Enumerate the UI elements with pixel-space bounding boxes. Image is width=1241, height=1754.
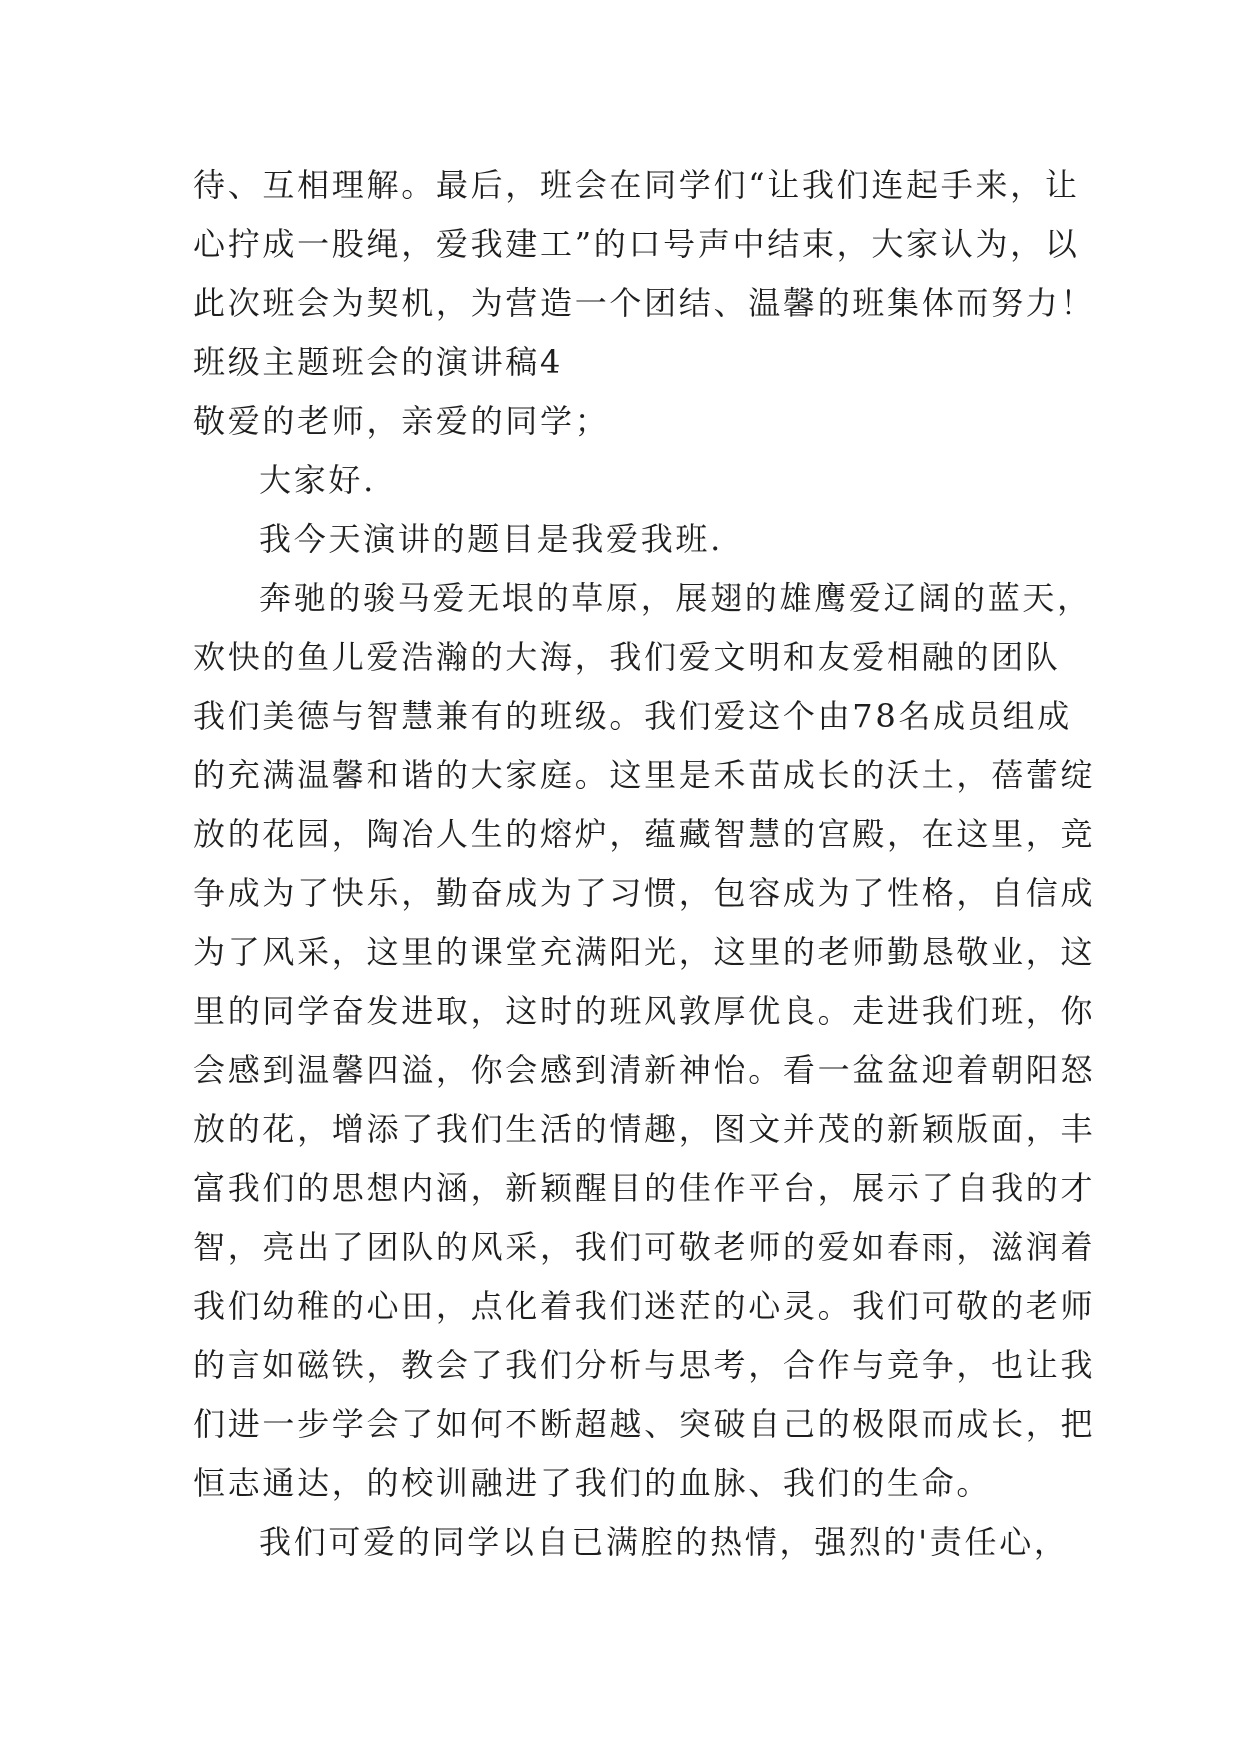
body-text-line: 里的同学奋发进取，这时的班风敦厚优良。走进我们班，你 — [193, 992, 1096, 1030]
body-text-line: 欢快的鱼儿爱浩瀚的大海，我们爱文明和友爱相融的团队 — [193, 638, 1061, 676]
body-text-line: 会感到温馨四溢，你会感到清新神怡。看一盆盆迎着朝阳怒 — [193, 1051, 1096, 1089]
body-text-line: 待、互相理解。最后，班会在同学们“让我们连起手来，让 — [193, 166, 1080, 204]
body-text-line: 放的花，增添了我们生活的情趣，图文并茂的新颖版面，丰 — [193, 1110, 1096, 1148]
body-text-line: 我们美德与智慧兼有的班级。我们爱这个由78名成员组成 — [193, 697, 1072, 735]
body-text-line: 智，亮出了团队的风采，我们可敬老师的爱如春雨，滋润着 — [193, 1228, 1096, 1266]
body-text-line: 的充满温馨和谐的大家庭。这里是禾苗成长的沃土，蓓蕾绽 — [193, 756, 1096, 794]
body-text-line: 此次班会为契机，为营造一个团结、温馨的班集体而努力！ — [193, 284, 1096, 322]
speech-topic: 我今天演讲的题目是我爱我班. — [259, 520, 723, 558]
section-title: 班级主题班会的演讲稿4 — [193, 343, 564, 381]
body-text-line: 我们幼稚的心田，点化着我们迷茫的心灵。我们可敬的老师 — [193, 1287, 1096, 1325]
salutation: 敬爱的老师，亲爱的同学； — [193, 402, 610, 440]
body-text-line: 的言如磁铁，教会了我们分析与思考，合作与竞争，也让我 — [193, 1346, 1096, 1384]
body-text-line: 为了风采，这里的课堂充满阳光，这里的老师勤恳敬业，这 — [193, 933, 1096, 971]
paragraph-start-line: 奔驰的骏马爱无垠的草原，展翅的雄鹰爱辽阔的蓝天， — [259, 579, 1092, 617]
body-text-line: 争成为了快乐，勤奋成为了习惯，包容成为了性格，自信成 — [193, 874, 1096, 912]
body-text-line: 恒志通达，的校训融进了我们的血脉、我们的生命。 — [193, 1464, 992, 1502]
body-text-line: 富我们的思想内涵，新颖醒目的佳作平台，展示了自我的才 — [193, 1169, 1096, 1207]
paragraph-start-line: 我们可爱的同学以自已满腔的热情，强烈的'责任心， — [259, 1523, 1069, 1561]
body-text-line: 们进一步学会了如何不断超越、突破自己的极限而成长，把 — [193, 1405, 1096, 1443]
body-text-line: 心拧成一股绳，爱我建工”的口号声中结束，大家认为，以 — [193, 225, 1080, 263]
body-text-line: 放的花园，陶冶人生的熔炉，蕴藏智慧的宫殿，在这里，竞 — [193, 815, 1096, 853]
greeting: 大家好. — [259, 461, 376, 499]
document-body — [193, 156, 1193, 1572]
